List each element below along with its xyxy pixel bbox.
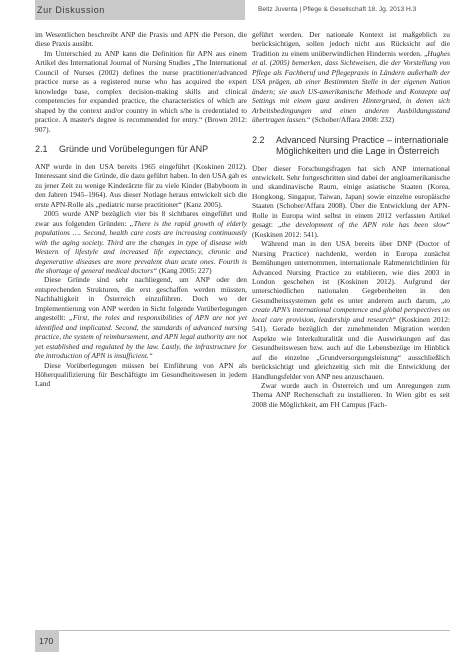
journal-title: Pflege & Gesellschaft 18. Jg. 2013 H.3 [302, 6, 417, 13]
paragraph: 2005 wurde ANP bezüglich vier bis 8 sichtbares eingeführt und zwar aus folgenden Gründen: „There is the rapid growth of elderly populations …. Second, health care costs are increasing continuously with the aging society. Third are the changes in type of disease with Western of lifestyle and increased life expectancy, chronic and degenerative diseases are more prevalent than acute ones. Fourth is the shortage of general medical doctors“ (Kang 2005: 227) [35, 209, 247, 275]
publisher-name: Beltz Juventa [258, 6, 298, 13]
quotation: the development of the APN role has been slow [281, 220, 447, 230]
paragraph: Über dieser Forschungsfragen hat sich ANP international entwickelt. Sehr fortgeschritten sind dabei der angloamerikanische und skandinavische Raum, einige asiatische Staaten (Korea, Hongkong, Singapur, Taiwan, Japan) sowie einzelne europäische Staaten (Schober/Affara 2008). Über die Entwicklung der APN-Rolle in Europa wird selbst in einem 2012 verfassten Artikel gesagt: „the development of the APN role has been slow“ (Koskinen 2012: 541). [252, 163, 450, 239]
section-label: Zur Diskussion [35, 0, 245, 20]
quotation: „There is the rapid growth of elderly populations …. Second, health care costs are increasing continuously with the aging society. Third are the changes in type of disease with Western of lifestyle and increased life expectancy, chronic and degenerative diseases are more prevalent than acute ones. Fourth is the shortage of general medical doctors“ [35, 218, 247, 275]
heading-title: Advanced Nursing Practice – internationale Möglichkeiten und die Lage in Österreich [276, 134, 449, 156]
paragraph: Diese Vorüberlegungen müssen bei Einführung von APN als Höherqualifizierung für Beschäftigte im Gesundheitswesen in jedem Land [35, 360, 247, 389]
paragraph: im Wesentlichen beschreibt ANP die Praxis und APN die Person, die diese Praxis ausübt. [35, 30, 247, 49]
journal-running-head: Beltz Juventa | Pflege & Gesellschaft 18. Jg. 2013 H.3 [258, 6, 417, 13]
paragraph: Während man in den USA bereits über DNP (Doctor of Nursing Practice) nachdenkt, werden in Europa zunächst Bemühungen unternommen, internationale Rahmenrichtlinien für Advanced Nursing Practice zu etablieren, wie dies 2003 in London geschehen ist (Koskinen 2012). Aufgrund der unterschiedlichen nationalen Gegebenheiten in den Gesundheitssystemen geht es unter anderem auch darum, „to create APN’s international competence and global perspectives on local care provision, leadership and research“ (Koskinen 2012: 541). Gerade bezüglich der zunehmenden Migration werden Aspekte wie Interkulturalität und die Auswirkungen auf das Gesundheitswesen bzw. auch auf die Lebensbezüge im Hinblick auf die einzelne „Grundversorgungsleistung“ ausschließlich berücksichtigt und gleichzeitig sich mit die Entwicklung der Handlungsfelder von ANP neu anzuschauen. [252, 239, 450, 381]
section-heading-2-2 [252, 135, 450, 157]
quotation: Hughes et al. (2005) bemerken, dass Sichtweisen, die der Vorstellung von Pflege als Fachberuf und Pflegepraxis in Ländern außerhalb der USA prägen, ab einer Bestimmten Stelle in der eigenen Nation ändern; sie auch US-amerikanische Methode und Konzepte auf Settings mit einem ganz anderen Hintergrund, in denen sich Arbeitsbedingungen und einen anderen Ausbildungsstand übertragen lassen. [252, 48, 450, 125]
paragraph: Zwar wurde auch in Österreich und um Anregungen zum Thema ANP Rechenschaft zu installieren. In Wien gibt es seit 2008 die Möglichkeit, am FH Campus (Fach- [252, 380, 450, 409]
heading-title: Gründe und Vorübelegungen für ANP [59, 143, 209, 154]
right-column [252, 30, 450, 640]
heading-number: 2.1 [35, 143, 48, 154]
page-number: 170 [35, 630, 59, 652]
heading-number: 2.2 [252, 134, 265, 145]
left-column [35, 30, 247, 626]
page-header [0, 0, 449, 20]
paragraph: ANP wurde in den USA bereits 1965 eingeführt (Koskinen 2012). Interessant sind die Gründe, die dazu geführt haben. In den USA gab es zu jener Zeit zu wenige Kinderärzte für zu viele Kinder (Babyboom in den Jahren 1945–1964). Aus dieser Notlage heraus entwickelt sich die erste APN-Rolle als „pediatric nurse practitioner“ (Kanz 2005). [35, 161, 247, 209]
paragraph: Diese Gründe sind sehr nachliegend, um ANP oder den entsprechenden Strukturen, die erst geschaffen werden müssten, Nachhaltigkeit in Österreich einzuführen. Doch wo der Implementierung von ANP werden in Sicht folgende Vorüberlegungen angestellt: „First, the roles and responsibilities of APN are not yet identified and implicated. Second, the standards of advanced nursing practice, the system of reimbursement, and APN legal authority are not yet established and regulated by the law. Lastly, the infrastructure for the introduction of APN is insufficient.“ [35, 275, 247, 361]
paragraph: Im Unterschied zu ANP kann die Definition für APN aus einem Artikel des International Journal of Nursing Studies „The International Council of Nurses (2002) defines the nurse practitioner/advanced practice nurse as a registered nurse who has acquired the expert knowledge base, complex decision-making skills and clinical competencies for expanded practice, the characteristics of which are shaped by the context and/or country in which s/he is credentialed to practice. A master's degree is recommended for entry.“ (Brown 2012: 907). [35, 48, 247, 134]
paragraph: geführt werden. Der nationale Kontext ist maßgeblich zu berücksichtigen, sollen jedoch nicht aus Rücksicht auf die Tradition zu einem unüberwindlichen Hindernis werden. „Hughes et al. (2005) bemerken, dass Sichtweisen, die der Vorstellung von Pflege als Fachberuf und Pflegepraxis in Ländern außerhalb der USA prägen, ab einer Bestimmten Stelle in der eigenen Nation ändern; sie auch US-amerikanische Methode und Konzepte auf Settings mit einem ganz anderen Hintergrund, in denen sich Arbeitsbedingungen und einen anderen Ausbildungsstand übertragen lassen.“ (Schober/Affara 2008: 232) [252, 30, 450, 125]
section-heading-2-1 [35, 144, 247, 155]
footer-divider [59, 630, 450, 631]
quotation: to create APN’s international competence and global perspectives on local care provision, leadership and research [252, 295, 450, 324]
quotation: „First, the roles and responsibilities of APN are not yet identified and implicated. Second, the standards of advanced nursing practice, the system of reimbursement, and APN legal authority are not yet established and regulated by the law. Lastly, the infrastructure for the introduction of APN is insufficient.“ [35, 313, 247, 361]
